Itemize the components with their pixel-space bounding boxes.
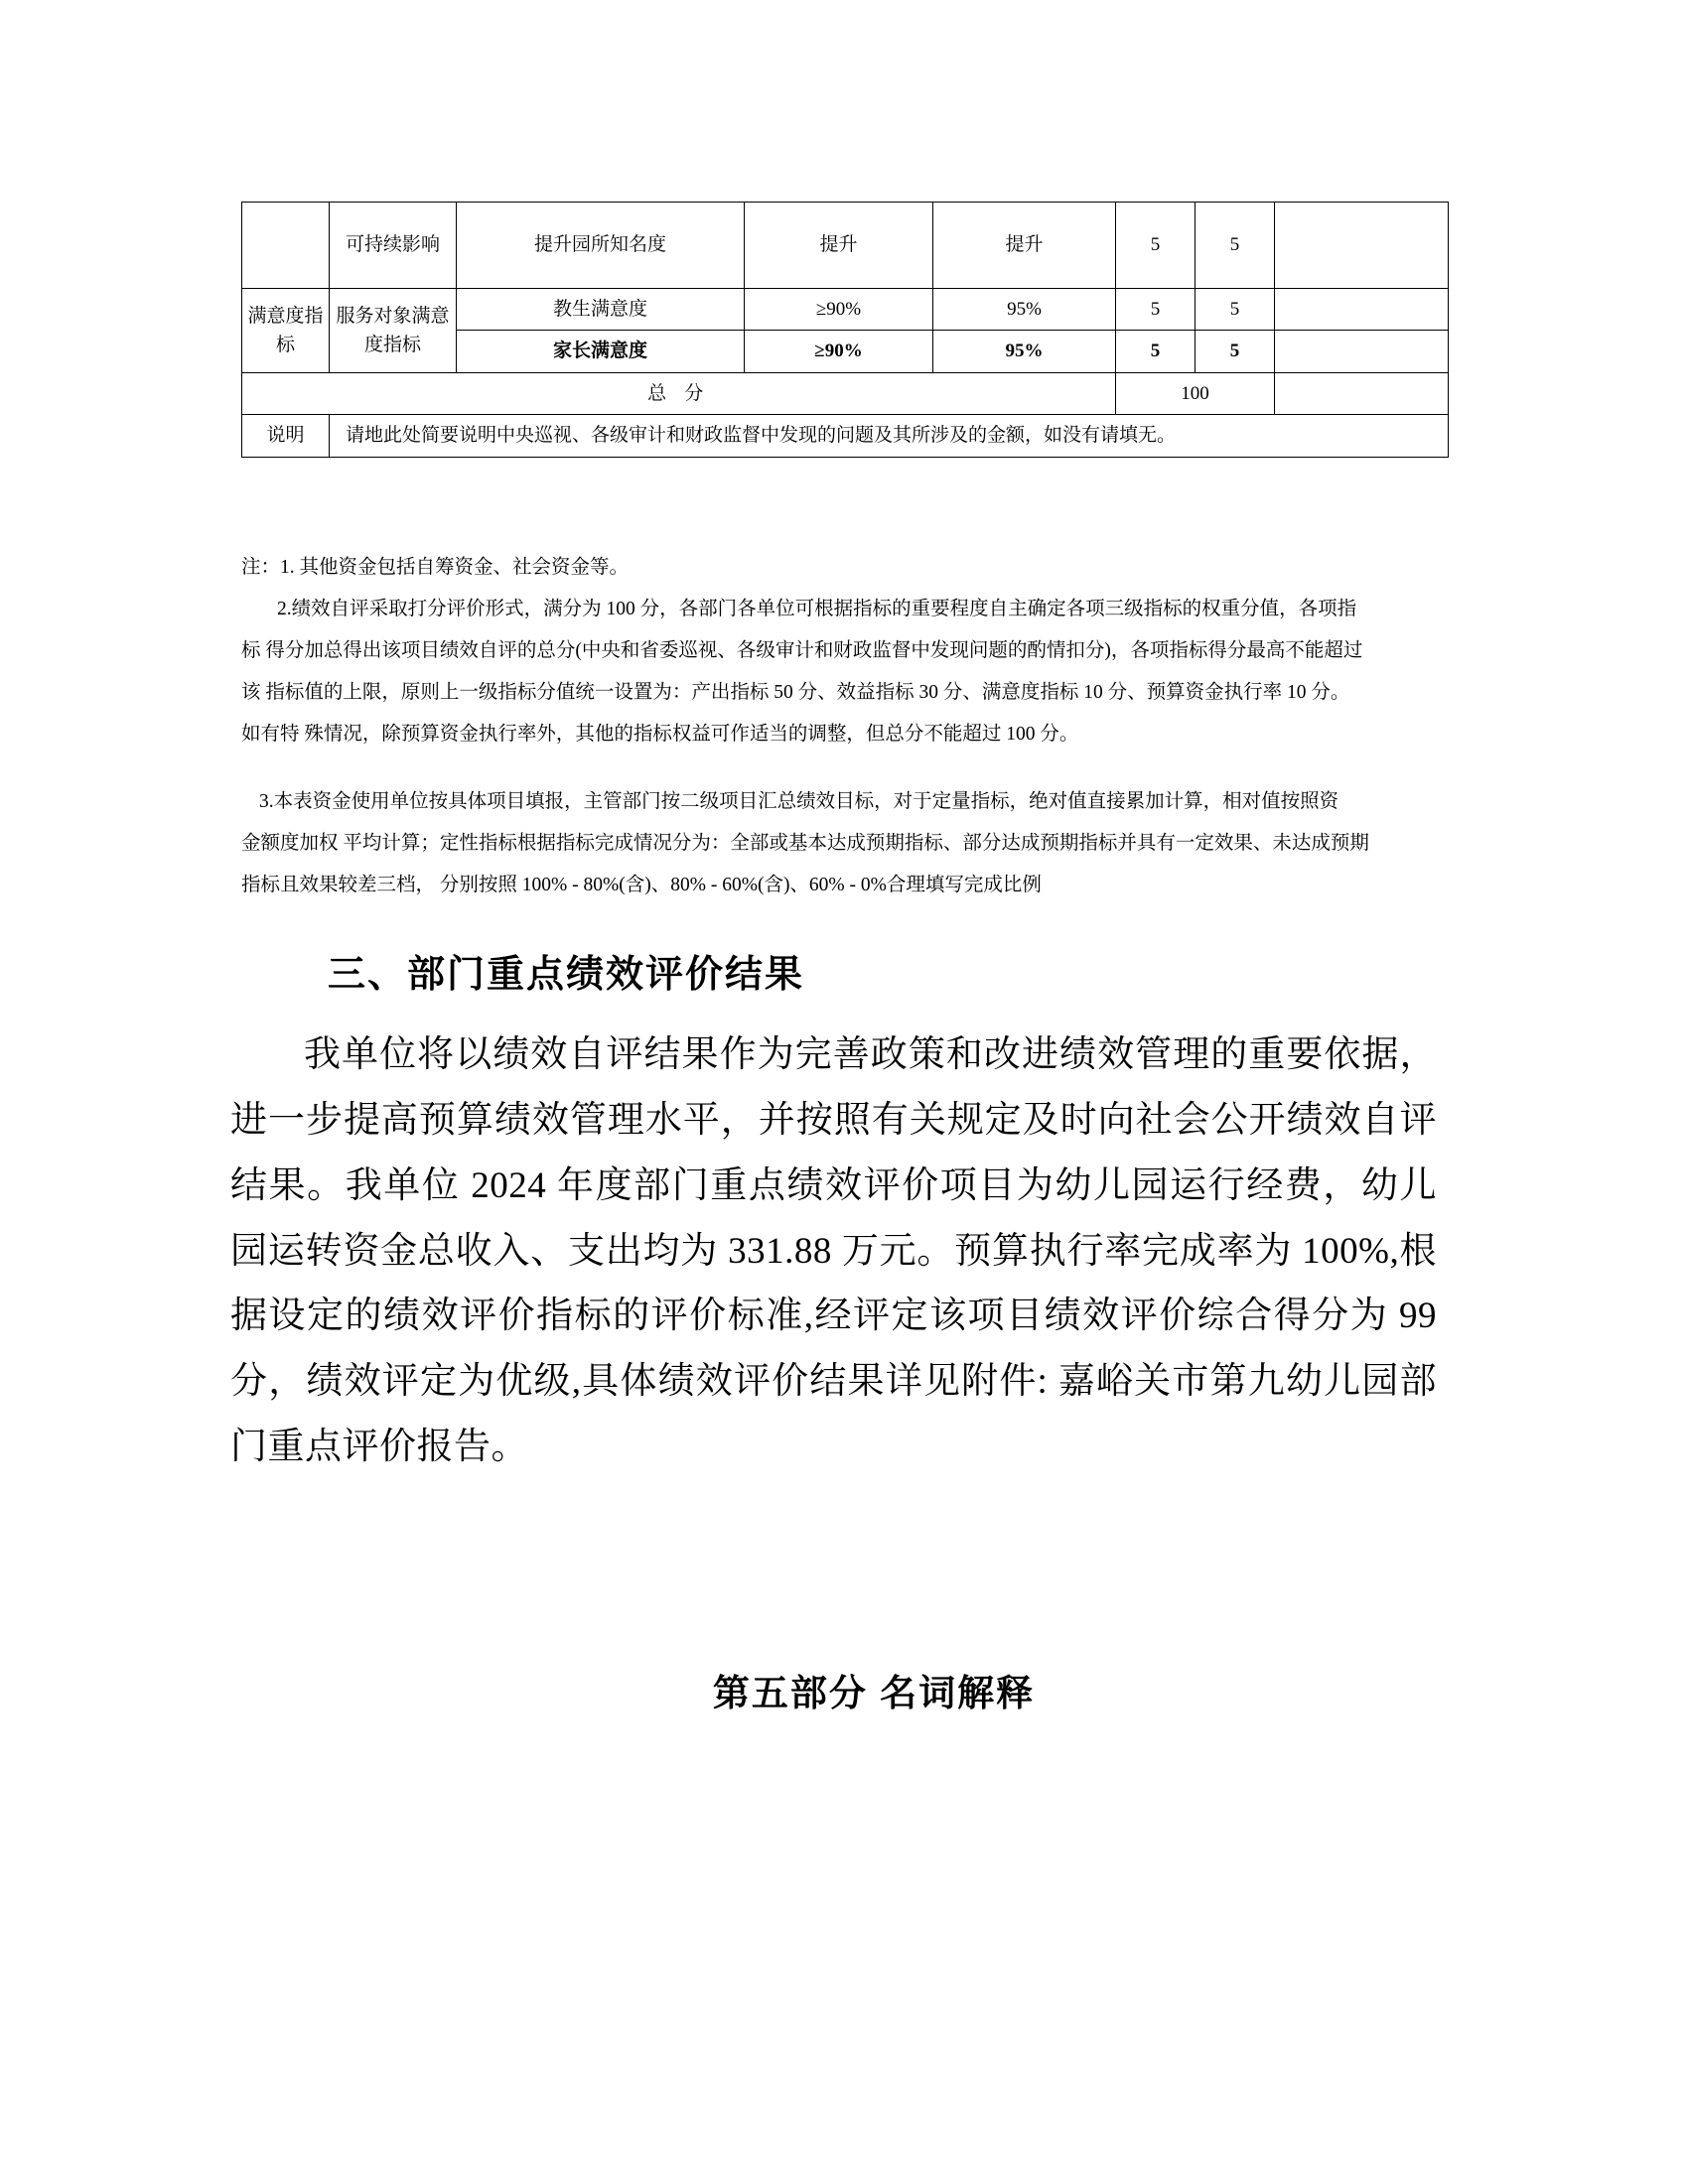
cell-level3-indicator: 教生满意度	[457, 289, 745, 331]
note-content: 请地此处简要说明中央巡视、各级审计和财政监督中发现的问题及其所涉及的金额，如没有请填无。	[330, 415, 1449, 457]
footnote-2-line-2: 标 得分加总得出该项目绩效自评的总分(中央和省委巡视、各级审计和财政监督中发现问题的酌情扣分)，各项指标得分最高不能超过	[241, 639, 1363, 661]
cell-level3-indicator: 提升园所知名度	[457, 203, 745, 289]
part-five-heading-text: 第五部分 名词解释	[712, 1673, 1036, 1713]
performance-indicator-table	[241, 202, 1449, 458]
footnote-3-line-2: 金额度加权 平均计算；定性指标根据指标完成情况分为：全部或基本达成预期指标、部分达成预期指标并具有一定效果、未达成预期	[241, 832, 1369, 854]
table-footnotes	[241, 548, 1463, 907]
cell-score-max: 5	[1116, 203, 1196, 289]
total-remark	[1275, 372, 1449, 414]
cell-annual-target: ≥90%	[745, 289, 933, 331]
cell-level1-indicator: 满意度指标	[242, 289, 330, 373]
cell-score-max: 5	[1116, 289, 1196, 331]
table-row-total	[242, 372, 1449, 414]
footnote-3-line-1: 3.本表资金使用单位按具体项目填报，主管部门按二级项目汇总绩效目标，对于定量指标，绝对值直接累加计算，相对值按照资	[259, 790, 1339, 812]
footnote-3-line-3: 指标且效果较差三档， 分别按照 100% - 80%(含)、80% - 60%(含)、60% - 0%合理填写完成比例	[241, 874, 1042, 895]
cell-level1-indicator	[242, 203, 330, 289]
total-score-value: 100	[1116, 372, 1275, 414]
cell-remark	[1275, 203, 1449, 289]
footnote-2-line-4: 如有特 殊情况，除预算资金执行率外，其他的指标权益可作适当的调整，但总分不能超过 100 分。	[241, 723, 1079, 745]
cell-remark	[1275, 289, 1449, 331]
cell-score-obtained: 5	[1196, 203, 1275, 289]
section-heading-three: 三、部门重点绩效评价结果	[328, 954, 805, 996]
body-paragraph: 我单位将以绩效自评结果作为完善政策和改进绩效管理的重要依据，进一步提高预算绩效管理水平，并按照有关规定及时向社会公开绩效自评结果。我单位 2024 年度部门重点绩效评价项目为幼儿园运行经费，幼儿园运转资金总收入、支出均为 331.88 万元。预算执行率完成率为 100%,根据设定的绩效评价指标的评价标准,经评定该项目绩效评价综合得分为 99 分，绩效评定为优级,具体绩效评价结果详见附件: 嘉峪关市第九幼儿园部门重点评价报告。	[230, 1034, 1437, 1468]
cell-actual-value: 提升	[933, 203, 1116, 289]
note-label: 说明	[242, 415, 330, 457]
footnote-2-line-1: 2.绩效自评采取打分评价形式，满分为 100 分，各部门各单位可根据指标的重要程度自主确定各项三级指标的权重分值，各项指	[277, 598, 1357, 619]
cell-remark	[1275, 331, 1449, 372]
cell-annual-target: 提升	[745, 203, 933, 289]
cell-actual-value: 95%	[933, 331, 1116, 372]
table-row-note	[242, 415, 1449, 457]
cell-level2-indicator: 服务对象满意度指标	[330, 289, 457, 373]
footnote-2-line-3: 该 指标值的上限，原则上一级指标分值统一设置为：产出指标 50 分、效益指标 30 分、满意度指标 10 分、预算资金执行率 10 分。	[241, 681, 1350, 703]
cell-score-max: 5	[1116, 331, 1196, 372]
cell-annual-target: ≥90%	[745, 331, 933, 372]
cell-actual-value: 95%	[933, 289, 1116, 331]
cell-level2-indicator: 可持续影响	[330, 203, 457, 289]
total-score-label: 总 分	[242, 372, 1116, 414]
cell-level3-indicator: 家长满意度	[457, 331, 745, 372]
cell-score-obtained: 5	[1196, 289, 1275, 331]
part-five-heading	[0, 1663, 1688, 1716]
table-row	[242, 203, 1449, 289]
table-row	[242, 289, 1449, 331]
performance-table-container	[241, 202, 1448, 458]
footnote-1: 注：1. 其他资金包括自筹资金、社会资金等。	[241, 557, 630, 578]
cell-score-obtained: 5	[1196, 331, 1275, 372]
